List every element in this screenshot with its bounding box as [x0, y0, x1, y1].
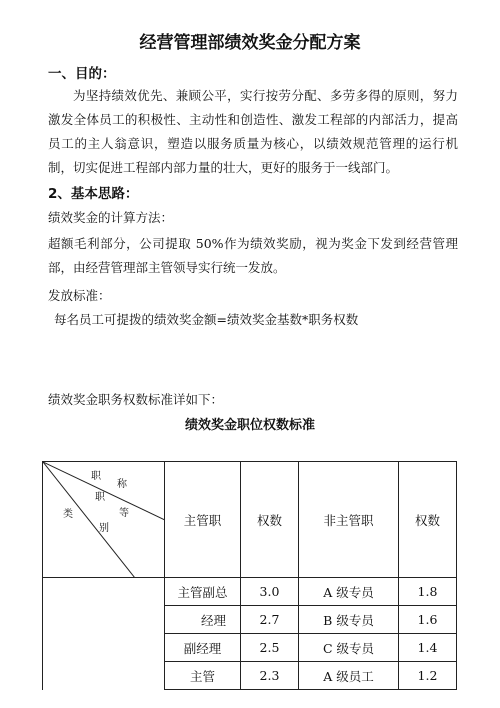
table-intro: 绩效奖金职务权数标准详如下： — [48, 392, 224, 407]
cell-post: 主管 — [165, 662, 241, 690]
cell-post: 主管副总 — [165, 578, 241, 606]
cell-post: B 级专员 — [299, 606, 399, 634]
corner-bie: 别 — [99, 523, 109, 534]
corner-lei: 类 — [63, 509, 73, 520]
cell-weight: 2.3 — [241, 662, 299, 690]
header-weight-2: 权数 — [399, 462, 457, 578]
blank-side-cell — [43, 578, 165, 690]
calc-method-label: 绩效奖金的计算方法： — [48, 210, 174, 225]
cell-weight: 3.0 — [241, 578, 299, 606]
goal-heading: 一、目的： — [48, 66, 116, 82]
cell-weight: 1.6 — [399, 606, 457, 634]
corner-zhi-2: 职 — [95, 492, 105, 503]
cell-weight: 1.4 — [399, 634, 457, 662]
cell-weight: 1.8 — [399, 578, 457, 606]
cell-post: 副经理 — [165, 634, 241, 662]
cell-weight: 1.2 — [399, 662, 457, 690]
table-header-row — [43, 462, 457, 578]
cell-weight: 2.7 — [241, 606, 299, 634]
corner-zhi-1: 职 — [91, 471, 101, 482]
header-weight-1: 权数 — [241, 462, 299, 578]
table-row — [43, 578, 457, 606]
table-title: 绩效奖金职位权数标准 — [184, 418, 315, 433]
header-non-manager-post: 非主管职 — [299, 462, 399, 578]
document-title: 经营管理部绩效奖金分配方案 — [139, 33, 361, 53]
corner-deng: 等 — [119, 508, 129, 519]
standard-label: 发放标准： — [48, 288, 111, 303]
calc-method-paragraph: 超额毛利部分，公司提取 50%作为绩效奖励，视为奖金下发到经营管理部，由经营管理部主管领导实行统一发放。 — [48, 236, 458, 275]
cell-weight: 2.5 — [241, 634, 299, 662]
cell-post: 经理 — [165, 606, 241, 634]
cell-post: A 级专员 — [299, 578, 399, 606]
cell-post: A 级员工 — [299, 662, 399, 690]
basic-idea-heading: 2、基本思路： — [48, 186, 139, 202]
corner-cheng: 称 — [117, 479, 127, 490]
header-manager-post: 主管职 — [165, 462, 241, 578]
diagonal-header-cell — [43, 462, 165, 578]
weights-table — [42, 461, 457, 690]
formula-text: 每名员工可提拨的绩效奖金额=绩效奖金基数*职务权数 — [54, 312, 359, 327]
goal-paragraph: 为坚持绩效优先、兼顾公平，实行按劳分配、多劳多得的原则，努力激发全体员工的积极性、主动性和创造性、激发工程部的内部活力，提高员工的主人翁意识，塑造以服务质量为核心，以绩效规范管理的运行机制，切实促进工程部内部力量的壮大，更好的服务于一线部门。 — [48, 88, 458, 175]
cell-post: C 级专员 — [299, 634, 399, 662]
